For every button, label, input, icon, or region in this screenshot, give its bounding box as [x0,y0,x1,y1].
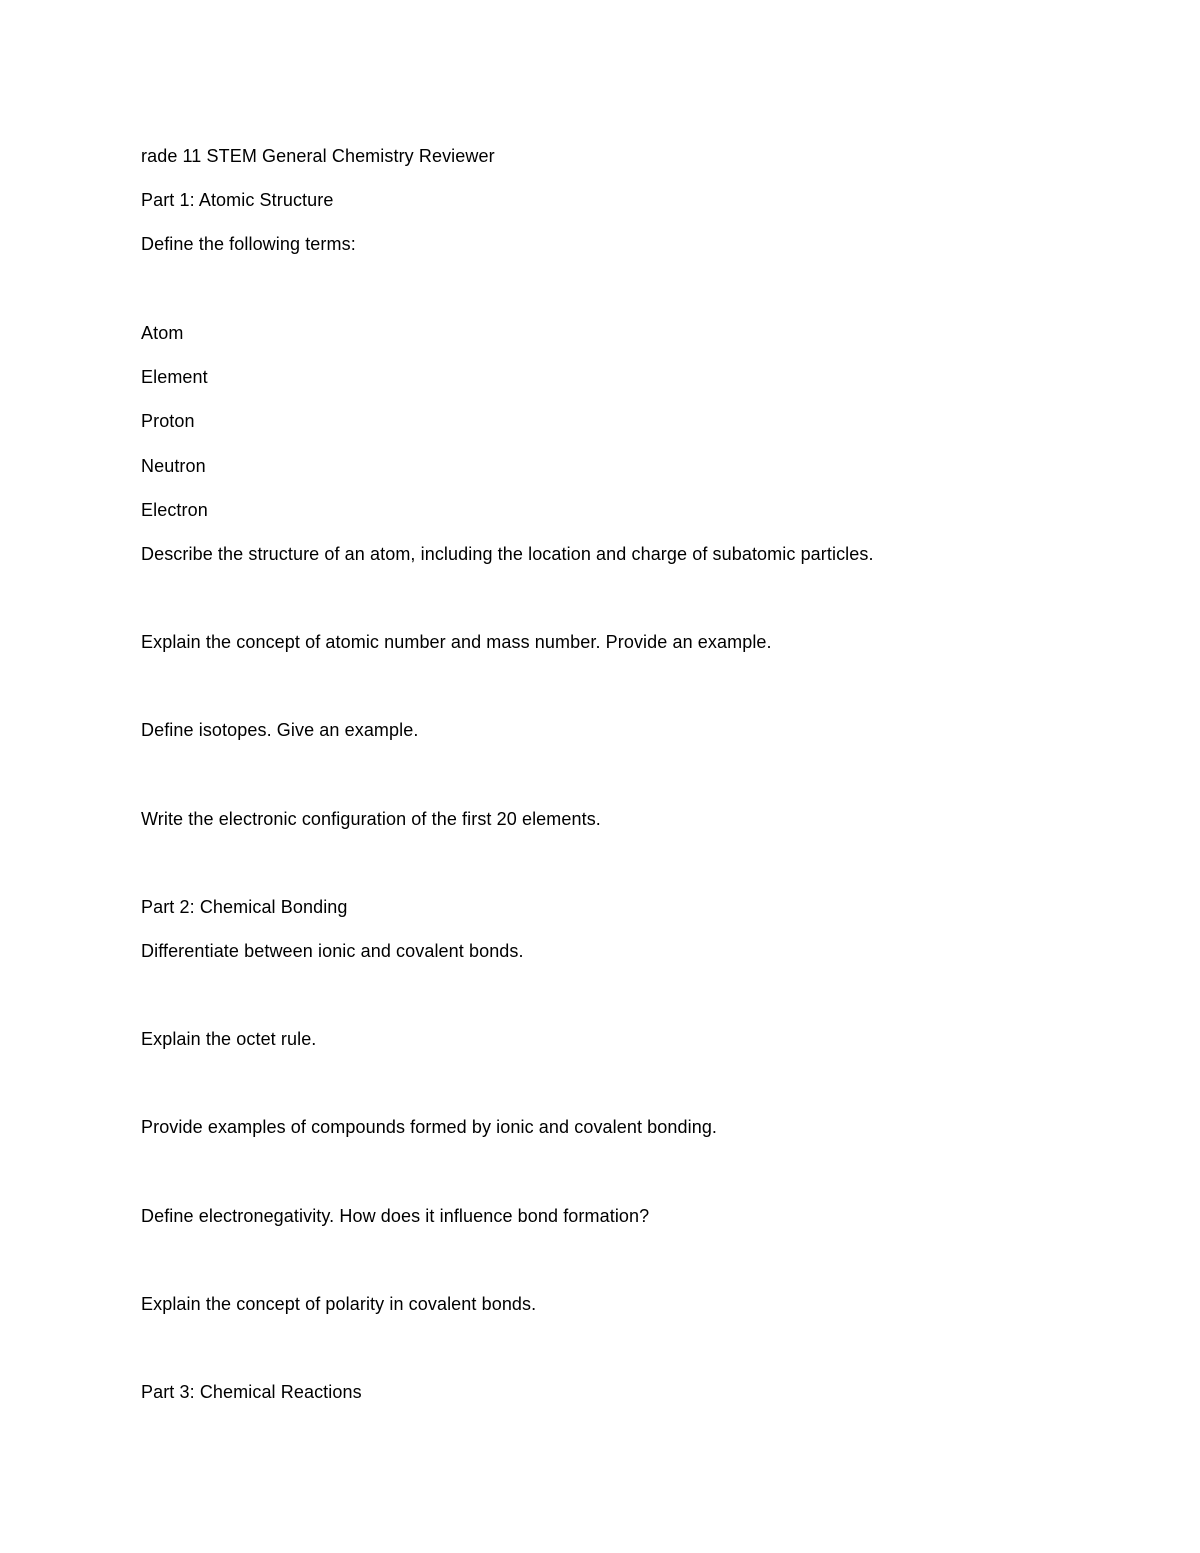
part2-heading: Part 2: Chemical Bonding [141,897,348,917]
part1-heading: Part 1: Atomic Structure [141,190,334,210]
part2-question: Define electronegativity. How does it influence bond formation? [141,1206,650,1226]
term-item: Neutron [141,456,206,476]
part2-question: Provide examples of compounds formed by ionic and covalent bonding. [141,1117,718,1137]
term-item: Proton [141,411,195,431]
part2-question: Explain the octet rule. [141,1029,317,1049]
document-title: rade 11 STEM General Chemistry Reviewer [141,146,495,166]
part2-question: Explain the concept of polarity in covalent bonds. [141,1294,537,1314]
part1-question: Describe the structure of an atom, including the location and charge of subatomic particles. [141,544,874,564]
term-item: Element [141,367,208,387]
part3-heading: Part 3: Chemical Reactions [141,1382,362,1402]
term-item: Atom [141,323,184,343]
term-item: Electron [141,500,208,520]
part1-question: Write the electronic configuration of the first 20 elements. [141,809,601,829]
part1-question: Define isotopes. Give an example. [141,720,419,740]
define-terms-prompt: Define the following terms: [141,234,356,254]
part1-question: Explain the concept of atomic number and mass number. Provide an example. [141,632,772,652]
part2-question: Differentiate between ionic and covalent bonds. [141,941,524,961]
